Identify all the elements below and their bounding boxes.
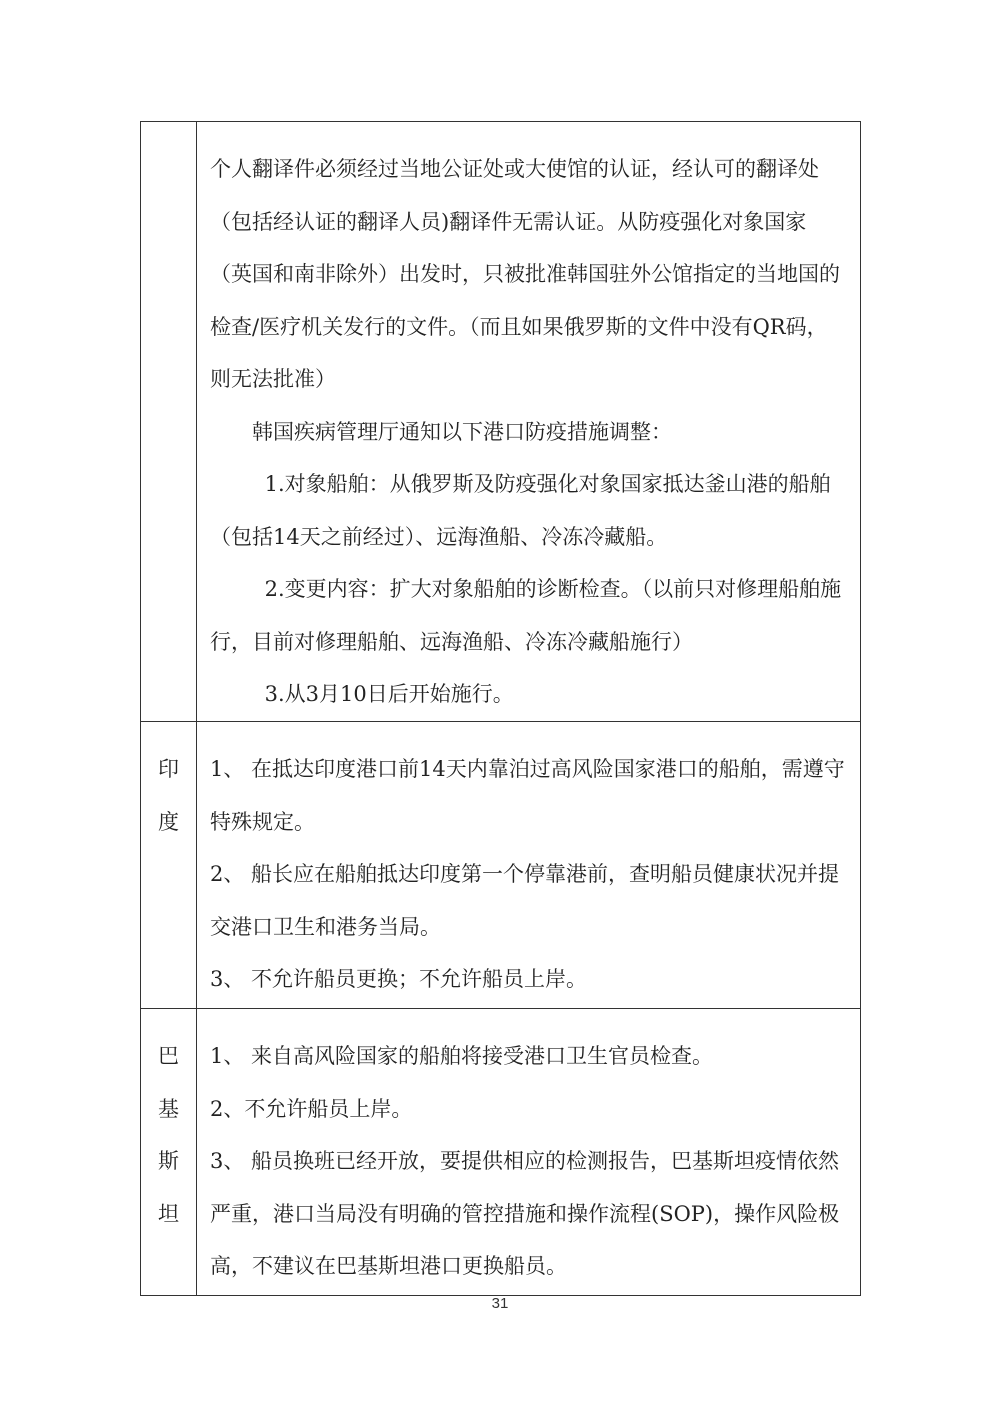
paragraph: 2.变更内容：扩大对象船舶的诊断检查。（以前只对修理船舶施行，目前对修理船舶、远海渔船、冷冻冷藏船施行） <box>210 577 842 654</box>
country-char: 坦 <box>158 1201 179 1226</box>
paragraph: 1.对象船舶：从俄罗斯及防疫强化对象国家抵达釜山港的船舶（包括14天之前经过）、远海渔船、冷冻冷藏船。 <box>210 472 831 549</box>
content-cell <box>197 1009 860 1295</box>
content-cell <box>197 722 860 1008</box>
paragraph: 2、 船长应在船舶抵达印度第一个停靠港前，查明船员健康状况并提交港口卫生和港务当局。 <box>210 862 840 939</box>
country-cell <box>141 722 197 1008</box>
country-char: 斯 <box>158 1149 179 1173</box>
paragraph: 1、 在抵达印度港口前14天内靠泊过高风险国家港口的船舶，需遵守特殊规定。 <box>210 757 845 834</box>
paragraph: 3、 船员换班已经开放，要提供相应的检测报告，巴基斯坦疫情依然严重，港口当局没有明确的管控措施和操作流程(SOP)，操作风险极高，不建议在巴基斯坦港口更换船员。 <box>210 1149 840 1278</box>
paragraph: 3、 不允许船员更换；不允许船员上岸。 <box>210 967 588 991</box>
paragraph: 个人翻译件必须经过当地公证处或大使馆的认证，经认可的翻译处（包括经认证的翻译人员)翻译件无需认证。从防疫强化对象国家 （英国和南非除外）出发时，只被批准韩国驻外公馆指定的当地国的检查/医疗机关发行的文件。（而且如果俄罗斯的文件中没有QR码，则无法批准） <box>210 157 840 391</box>
paragraph: 3.从3月10日后开始施行。 <box>264 682 514 706</box>
page-number: 31 <box>491 1295 509 1312</box>
table-row-pakistan <box>141 1008 860 1295</box>
paragraph: 1、 来自高风险国家的船舶将接受港口卫生官员检查。 <box>210 1044 714 1068</box>
content-cell <box>197 122 860 721</box>
table-row-korea-continued <box>141 122 860 721</box>
table-row-india <box>141 721 860 1008</box>
country-char: 印 <box>158 757 179 781</box>
paragraph: 韩国疾病管理厅通知以下港口防疫措施调整： <box>252 419 672 444</box>
measures-table <box>140 121 861 1296</box>
country-char: 巴 <box>158 1044 179 1068</box>
paragraph: 2、不允许船员上岸。 <box>210 1096 413 1121</box>
country-char: 基 <box>158 1096 179 1121</box>
country-char: 度 <box>158 809 179 834</box>
country-cell <box>141 122 197 721</box>
country-cell <box>141 1009 197 1295</box>
